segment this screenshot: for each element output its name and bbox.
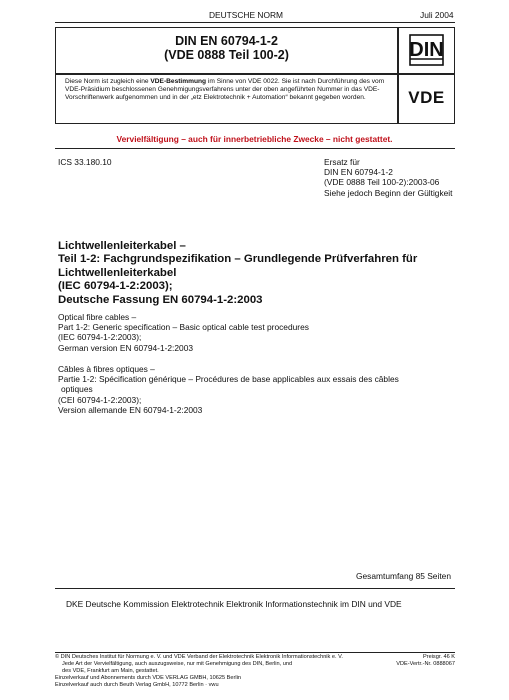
title-fr-line-1: Câbles à fibres optiques –: [58, 364, 155, 374]
standard-number-box: [55, 27, 398, 74]
norm-type: DEUTSCHE NORM: [209, 10, 283, 20]
title-de-line-4: (IEC 60794-1-2:2003);: [58, 280, 173, 293]
copyright-block: [55, 654, 385, 689]
price-block: [396, 654, 455, 668]
dke-line: DKE Deutsche Kommission Elektrotechnik Elektronik Informationstechnik im DIN und VDE: [66, 599, 402, 609]
vde-number: (VDE 0888 Teil 100-2): [164, 48, 289, 62]
dke-top-rule: [55, 588, 455, 589]
ics-code: ICS 33.180.10: [58, 157, 112, 167]
standard-number: DIN EN 60794-1-2: [175, 34, 278, 48]
title-en-line-1: Optical fibre cables –: [58, 312, 137, 322]
title-german: [58, 240, 417, 307]
replaces-line-3: (VDE 0888 Teil 100-2):2003-06: [324, 177, 440, 188]
publication-date: Juli 2004: [420, 10, 454, 20]
title-de-line-2: Teil 1-2: Fachgrundspezifikation – Grundlegende Prüfverfahren für: [58, 253, 418, 266]
title-en-line-3: (IEC 60794-1-2:2003);: [58, 332, 142, 343]
din-logo-icon: [399, 28, 454, 73]
warning-rule: [55, 148, 455, 149]
title-de-line-1: Lichtwellenleiterkabel –: [58, 240, 186, 252]
title-de-line-3: Lichtwellenleiterkabel: [58, 266, 177, 279]
notice-text-bold: VDE-Bestimmung: [150, 78, 207, 85]
footer-line-4: Einzelverkauf und Abonnements durch VDE VERLAG GMBH, 10625 Berlin: [55, 675, 241, 681]
footer-rule: [55, 652, 455, 653]
notice-text-1: Diese Norm ist zugleich eine: [65, 78, 151, 85]
replaces-line-4: Siehe jedoch Beginn der Gültigkeit: [324, 187, 453, 198]
replaces-line-1: Ersatz für: [324, 157, 360, 167]
vde-logo-icon: VDE: [408, 88, 445, 107]
title-fr-line-2: Partie 1-2: Spécification générique – Procédures de base applicables aux essais des câbles: [58, 374, 399, 385]
title-fr-line-3: optiques: [61, 384, 93, 395]
price-group: Preisgr. 46 K: [422, 654, 455, 660]
order-number: VDE-Vertr.-Nr. 0888067: [396, 661, 455, 667]
title-de-line-5: Deutsche Fassung EN 60794-1-2:2003: [58, 293, 263, 306]
replaces-line-2: DIN EN 60794-1-2: [324, 167, 393, 178]
footer-line-5: Einzelverkauf auch durch Beuth Verlag GmbH, 10772 Berlin · vwu: [55, 682, 219, 688]
title-fr-line-4: (CEI 60794-1-2:2003);: [58, 394, 142, 405]
vde-logo-box: [398, 74, 455, 124]
din-logo-text: DIN: [409, 39, 444, 61]
title-french: [58, 364, 399, 415]
replaces-block: [324, 157, 453, 198]
title-english: [58, 312, 309, 353]
title-en-line-4: German version EN 60794-1-2:2003: [58, 342, 194, 353]
din-logo-box: [398, 27, 455, 74]
footer-line-2: Jede Art der Vervielfältigung, auch auszugsweise, nur mit Genehmigung des DIN, Berlin, und: [62, 661, 293, 667]
total-pages: Gesamtumfang 85 Seiten: [356, 571, 451, 581]
title-en-line-2: Part 1-2: Generic specification – Basic optical cable test procedures: [58, 322, 309, 333]
footer-line-1: © DIN Deutsches Institut für Normung e. V. und VDE Verband der Elektrotechnik Elektronik Informationstechnik e. V.: [55, 654, 343, 660]
vde-notice-box: [55, 74, 398, 124]
notice-text-2: im Sinne von VDE 0022. Sie ist nach Durchführung des vom VDE-Präsidium beschlossenen Genehmigungsverfahrens unter der oben angeführten Nummer in das VDE-Vorschriftenwerk aufgenommen und in der „etz Elektrotechnik + Automation“ bekannt gegeben worden.: [65, 78, 385, 101]
footer-line-3: des VDE, Frankfurt am Main, gestattet.: [62, 668, 159, 674]
title-fr-line-5: Version allemande EN 60794-1-2:2003: [58, 404, 203, 415]
header-rule: [55, 22, 455, 23]
copy-warning: Vervielfältigung – auch für innerbetriebliche Zwecke – nicht gestattet.: [116, 134, 393, 144]
